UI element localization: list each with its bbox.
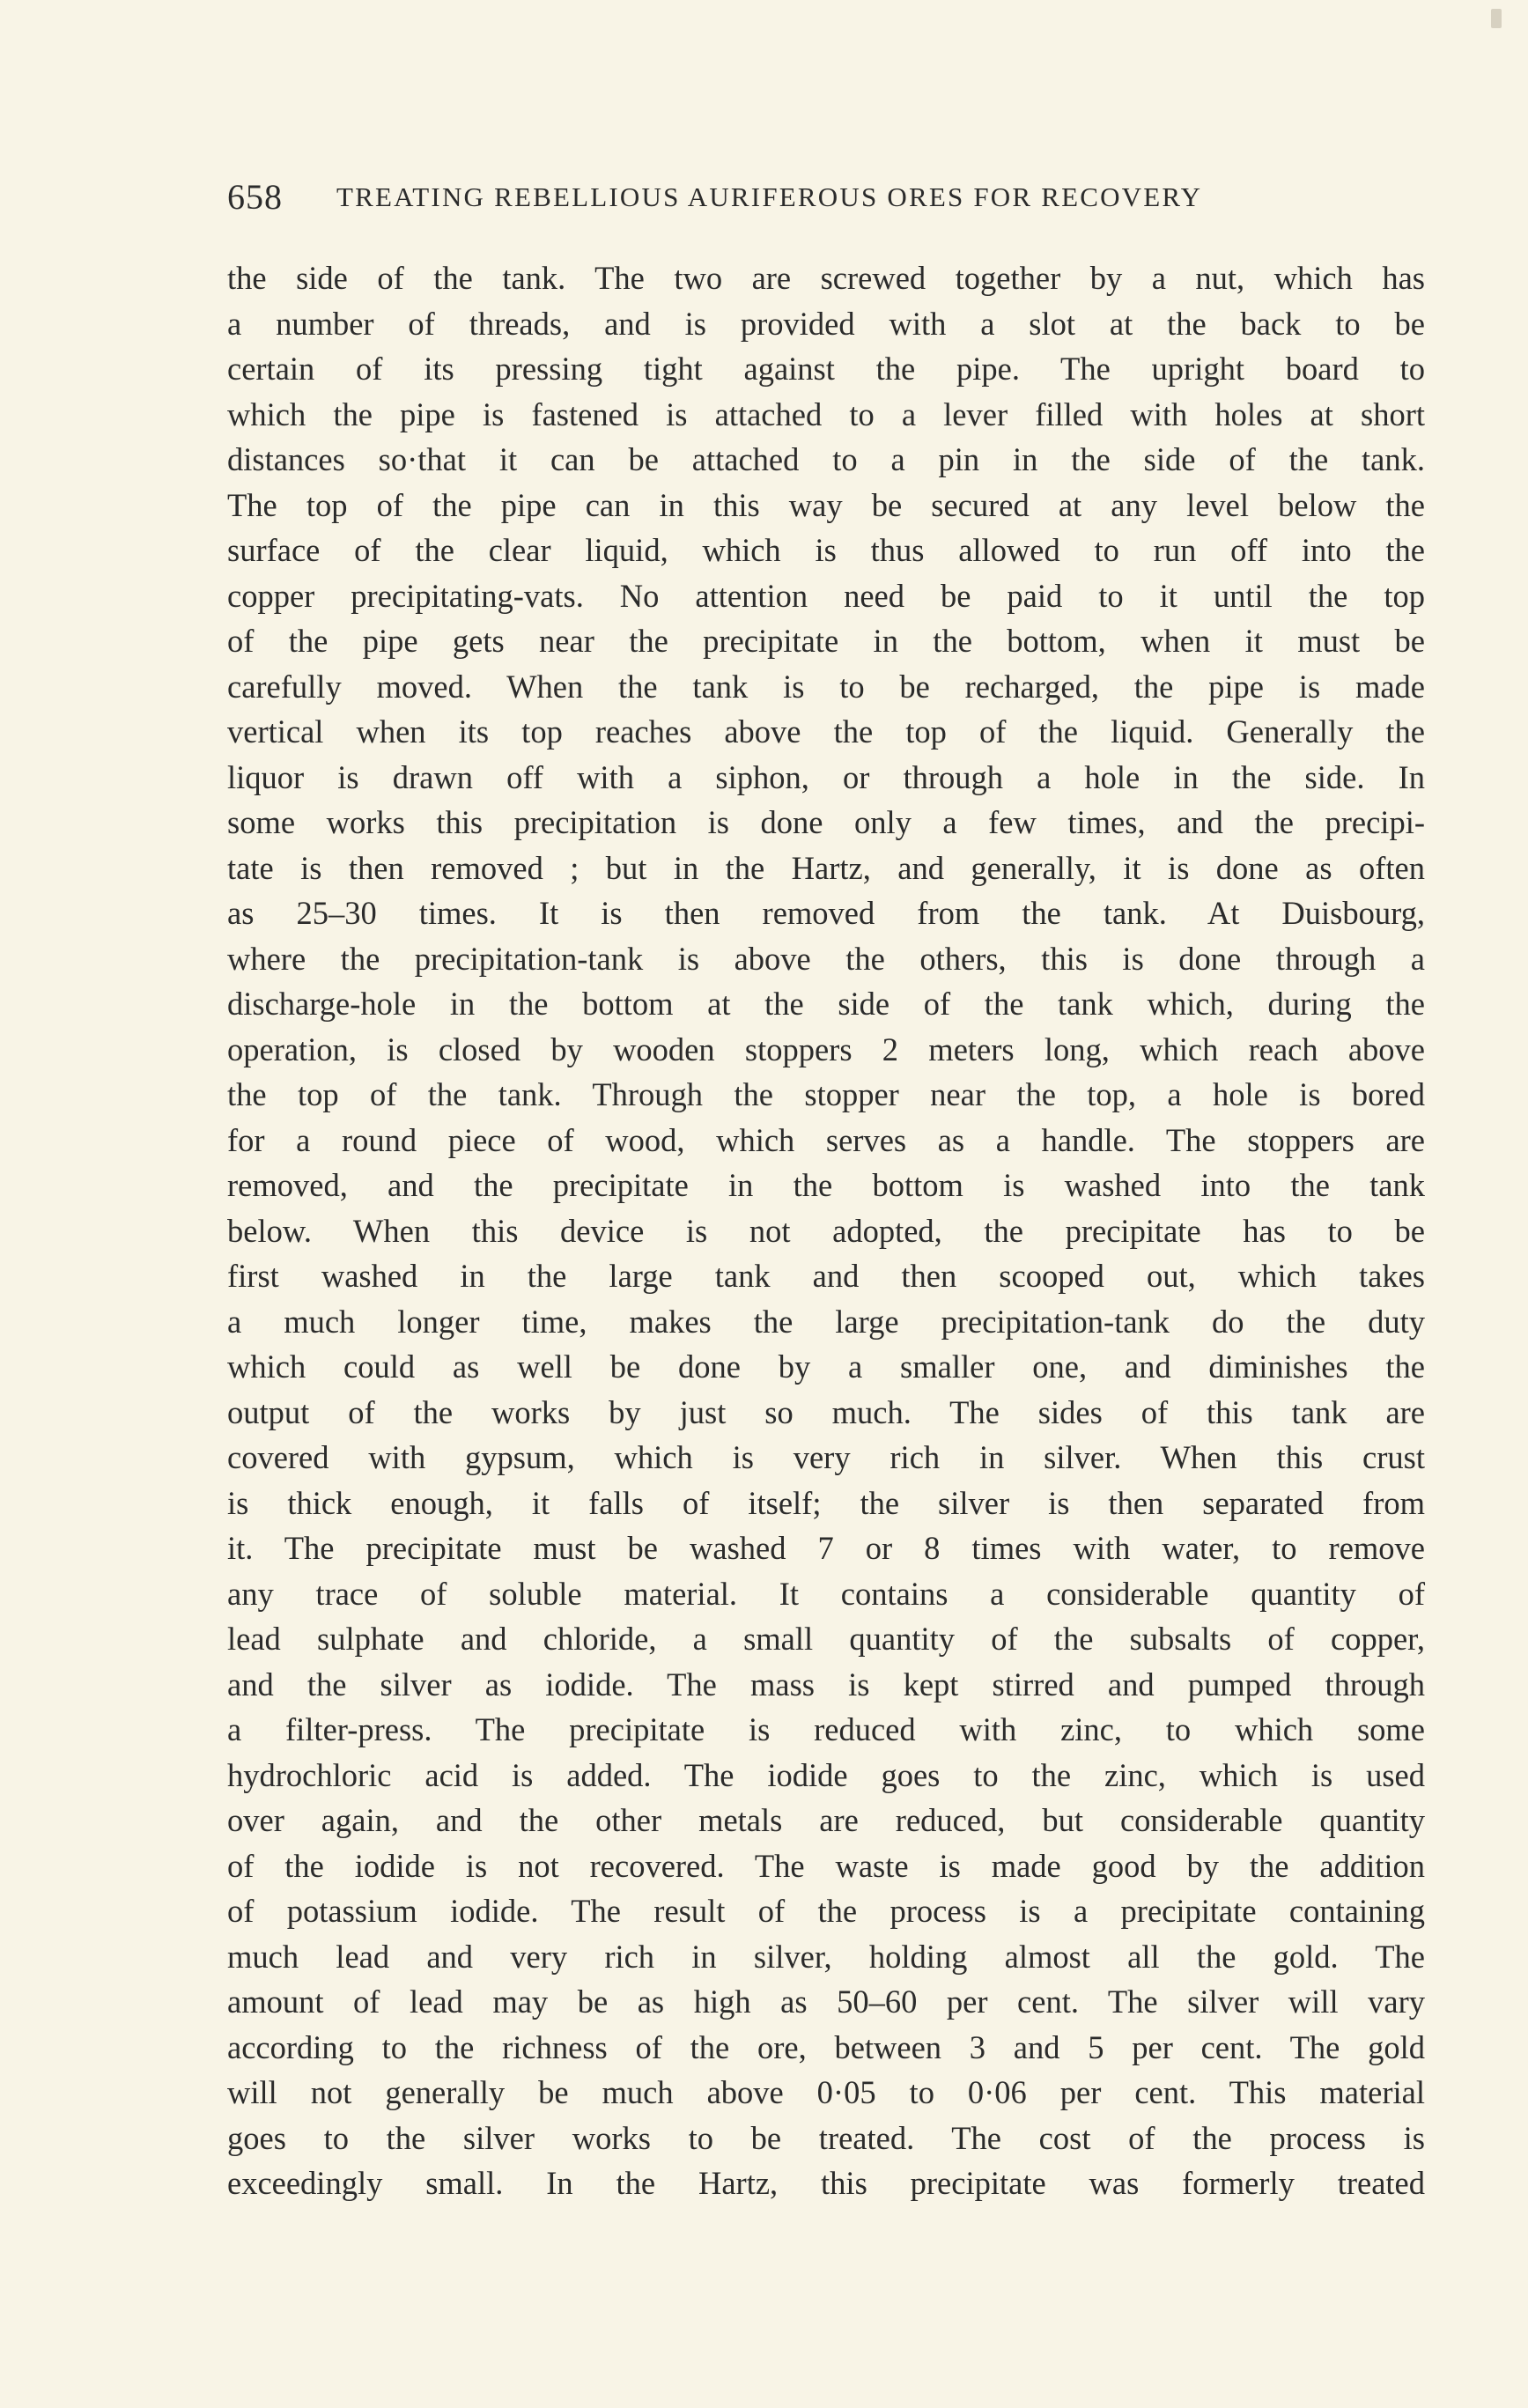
text-line: over again, and the other metals are reduced, but considerable quantity [227, 1802, 1425, 1838]
text-line: which the pipe is fastened is attached to a lever filled with holes at short [227, 395, 1425, 432]
text-line: which could as well be done by a smaller one, and diminishes the [227, 1348, 1425, 1385]
text-line: a much longer time, makes the large precipitation-tank do the duty [227, 1303, 1425, 1340]
text-line: of the iodide is not recovered. The waste is made good by the addition [227, 1847, 1425, 1884]
text-line: discharge-hole in the bottom at the side of the tank which, during the [227, 986, 1425, 1022]
text-line: tate is then removed ; but in the Hartz, and generally, it is done as often [227, 849, 1425, 886]
text-line: below. When this device is not adopted, the precipitate has to be [227, 1212, 1425, 1249]
text-line: according to the richness of the ore, between 3 and 5 per cent. The gold [227, 2028, 1425, 2065]
text-line: it. The precipitate must be washed 7 or 8 times with water, to remove [227, 1530, 1425, 1566]
text-line: output of the works by just so much. The sides of this tank are [227, 1393, 1425, 1430]
text-line: first washed in the large tank and then scooped out, which takes [227, 1258, 1425, 1294]
text-line: The top of the pipe can in this way be secured at any level below the [227, 486, 1425, 523]
text-line: copper precipitating-vats. No attention need be paid to it until the top [227, 577, 1425, 614]
text-line: carefully moved. When the tank is to be recharged, the pipe is made [227, 668, 1425, 705]
text-line: and the silver as iodide. The mass is kept stirred and pumped through [227, 1666, 1425, 1703]
text-line: the side of the tank. The two are screwed together by a nut, which has [227, 260, 1425, 296]
text-line: a number of threads, and is provided with a slot at the back to be [227, 305, 1425, 342]
text-line: hydrochloric acid is added. The iodide goes to the zinc, which is used [227, 1756, 1425, 1793]
text-line: liquor is drawn off with a siphon, or through a hole in the side. In [227, 758, 1425, 795]
text-line: much lead and very rich in silver, holding almost all the gold. The [227, 1938, 1425, 1975]
text-line: some works this precipitation is done only a few times, and the precipi- [227, 804, 1425, 840]
text-line: amount of lead may be as high as 50–60 per cent. The silver will vary [227, 1983, 1425, 2020]
text-line: covered with gypsum, which is very rich in silver. When this crust [227, 1439, 1425, 1475]
text-line: will not generally be much above 0·05 to 0·06 per cent. This material [227, 2074, 1425, 2110]
text-line: as 25–30 times. It is then removed from the tank. At Duisbourg, [227, 895, 1425, 931]
text-line: surface of the clear liquid, which is thus allowed to run off into the [227, 532, 1425, 568]
text-line: operation, is closed by wooden stoppers 2 meters long, which reach above [227, 1030, 1425, 1067]
text-line: of the pipe gets near the precipitate in the bottom, when it must be [227, 623, 1425, 659]
text-line: distances so·that it can be attached to a pin in the side of the tank. [227, 441, 1425, 477]
text-line: for a round piece of wood, which serves as a handle. The stoppers are [227, 1121, 1425, 1158]
text-line: any trace of soluble material. It contains a considerable quantity of [227, 1575, 1425, 1612]
text-line: of potassium iodide. The result of the process is a precipitate containing [227, 1893, 1425, 1929]
page-header [227, 174, 1355, 220]
text-line: certain of its pressing tight against the pipe. The upright board to [227, 351, 1425, 387]
text-line: vertical when its top reaches above the top of the liquid. Generally the [227, 713, 1425, 750]
text-line: a filter-press. The precipitate is reduced with zinc, to which some [227, 1711, 1425, 1747]
page-edge-mark [1491, 9, 1502, 28]
text-line: lead sulphate and chloride, a small quantity of the subsalts of copper, [227, 1621, 1425, 1657]
text-line: exceedingly small. In the Hartz, this precipitate was formerly treated [227, 2165, 1425, 2201]
text-line: the top of the tank. Through the stopper near the top, a hole is bored [227, 1076, 1425, 1112]
body-text [227, 255, 1425, 2206]
text-line: where the precipitation-tank is above the others, this is done through a [227, 940, 1425, 977]
text-line: is thick enough, it falls of itself; the silver is then separated from [227, 1484, 1425, 1521]
page-number: 658 [227, 177, 283, 217]
text-line: goes to the silver works to be treated. The cost of the process is [227, 2119, 1425, 2156]
running-head: TREATING REBELLIOUS AURIFEROUS ORES FOR RECOVERY [336, 181, 1203, 212]
text-line: removed, and the precipitate in the bottom is washed into the tank [227, 1167, 1425, 1203]
